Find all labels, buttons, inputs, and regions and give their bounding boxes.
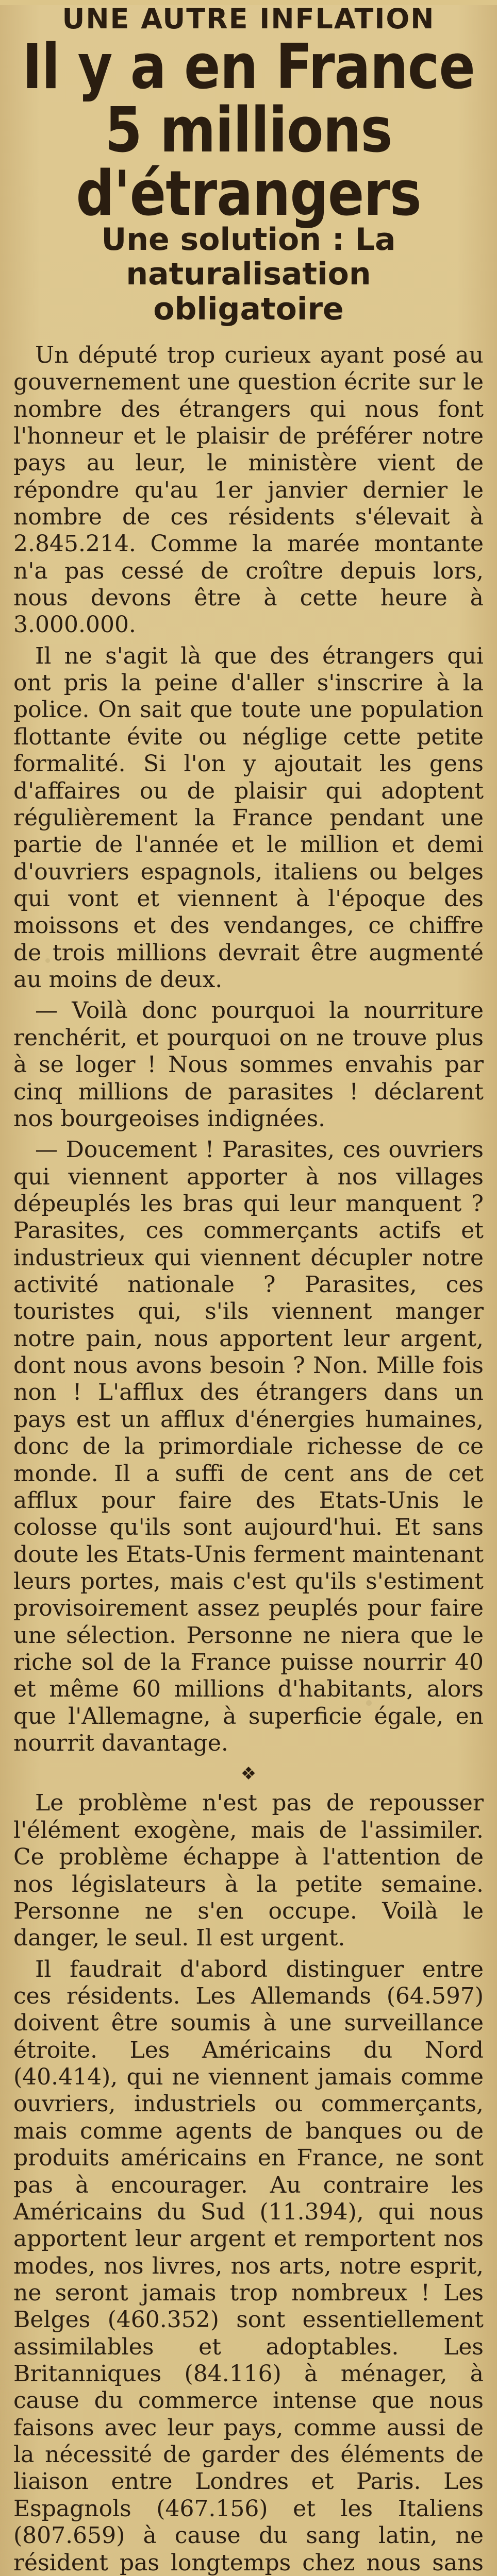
article-body xyxy=(13,342,484,2576)
article-paragraph: Il ne s'agit là que des étrangers qui ont pris la peine d'aller s'inscrire à la police. On sait que toute une population flottante évite ou néglige cette petite formalité. Si l'on y ajoutait les gens d'affaires ou de plaisir qui adoptent régulièrement la France pendant une partie de l'année et le million et demi d'ouvriers espagnols, italiens ou belges qui vont et viennent à l'époque des moissons et des vendanges, ce chiffre de trois millions devrait être augmenté au moins de deux. xyxy=(13,642,484,993)
article-paragraph: Un député trop curieux ayant posé au gouvernement une question écrite sur le nombre des étrangers qui nous font l'honneur et le plaisir de préférer notre pays au leur, le ministère vient de répondre qu'au 1er janvier dernier le nombre de ces résidents s'élevait à 2.845.214. Comme la marée montante n'a pas cessé de croître depuis lors, nous devons être à cette heure à 3.000.000. xyxy=(13,342,484,638)
section-ornament: ❖ xyxy=(240,1764,257,1785)
headline-line-2: 5 millions d'étrangers xyxy=(76,93,421,230)
article-kicker: UNE AUTRE INFLATION xyxy=(62,3,435,35)
subhead-line-2: obligatoire xyxy=(153,291,344,327)
article-subhead xyxy=(13,223,484,327)
article-paragraph: — Voilà donc pourquoi la nourriture renchérit, et pourquoi on ne trouve plus à se loger ! Nous sommes envahis par cinq millions de parasites ! déclarent nos bourgeoises indignées. xyxy=(13,997,484,1132)
article-paragraph: Il faudrait d'abord distinguer entre ces résidents. Les Allemands (64.597) doivent être soumis à une surveillance étroite. Les Américains du Nord (40.414), qui ne viennent jamais comme ouvriers, industriels ou commerçants, mais comme agents de banques ou de produits américains en France, ne sont pas à encourager. Au contraire les Américains du Sud (11.394), qui nous apportent leur argent et remportent nos modes, nos livres, nos arts, notre esprit, ne seront jamais trop nombreux ! Les Belges (460.352) sont essentiellement assimilables et adoptables. Les Britanniques (84.116) à ménager, à cause du commerce intense que nous faisons avec leur pays, comme aussi de la nécessité de garder des éléments de liaison entre Londres et Paris. Les Espagnols (467.156) et les Italiens (807.659) à cause du sang latin, ne résident pas longtemps chez nous sans xyxy=(13,1956,484,2576)
newspaper-page xyxy=(0,5,497,2576)
article-paragraph: — Doucement ! Parasites, ces ouvriers qui viennent apporter à nos villages dépeuplés les bras qui leur manquent ? Parasites, ces commerçants actifs et industrieux qui viennent décupler notre activité nationale ? Parasites, ces touristes qui, s'ils viennent manger notre pain, nous apportent leur argent, dont nous avons besoin ? Non. Mille fois non ! L'afflux des étrangers dans un pays est un afflux d'énergies humaines, donc de la primordiale richesse de ce monde. Il a suffi de cent ans de cet afflux pour faire des Etats-Unis le colosse qu'ils sont aujourd'hui. Et sans doute les Etats-Unis ferment maintenant leurs portes, mais c'est qu'ils s'estiment provisoirement assez peuplés pour faire une sélection. Personne ne niera que le riche sol de la France puisse nourrir 40 et même 60 millions d'habitants, alors que l'Allemagne, à superficie égale, en nourrit davantage. xyxy=(13,1137,484,1757)
article-headline xyxy=(13,30,484,230)
headline-line-1: Il y a en France xyxy=(22,30,475,104)
article-paragraph: Le problème n'est pas de repousser l'élément exogène, mais de l'assimiler. Ce problème échappe à l'attention de nos législateurs à la petite semaine. Personne ne s'en occupe. Voilà le danger, le seul. Il est urgent. xyxy=(13,1790,484,1952)
subhead-line-1: Une solution : La naturalisation xyxy=(101,222,396,293)
